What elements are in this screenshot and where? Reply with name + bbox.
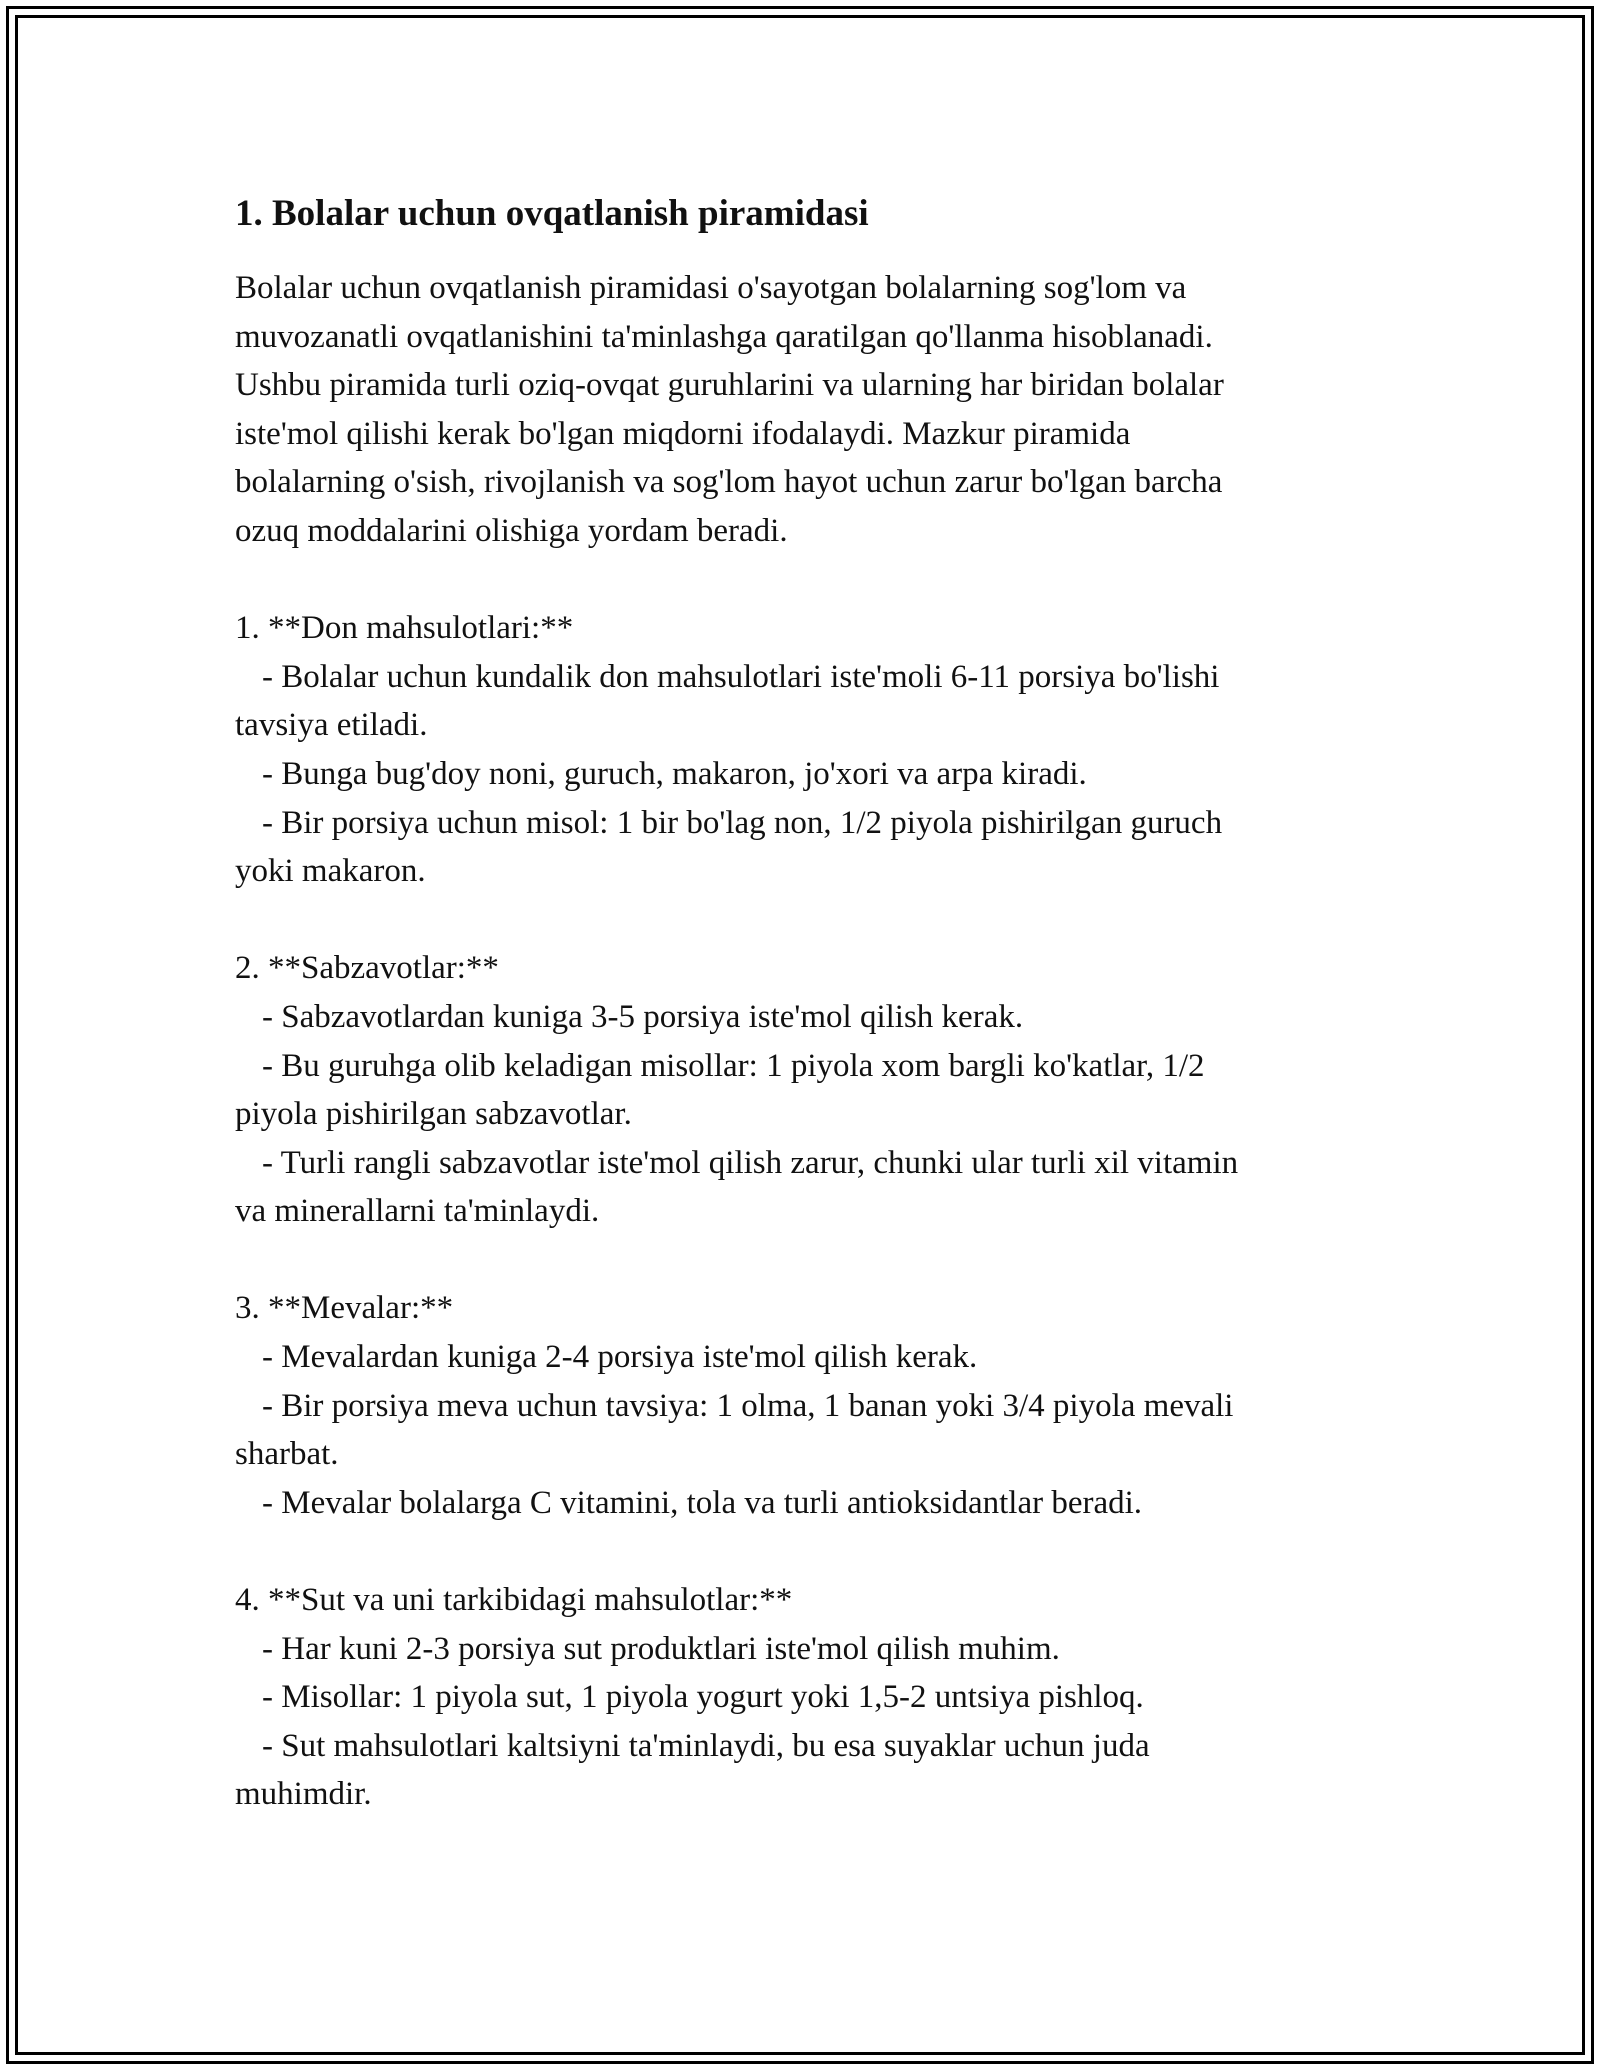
- document-body: [235, 186, 1365, 1819]
- section-line: - Bolalar uchun kundalik don mahsulotlari iste'moli 6-11 porsiya bo'lishi: [262, 658, 1220, 695]
- section-line: - Bunga bug'doy noni, guruch, makaron, jo'xori va arpa kiradi.: [262, 755, 1087, 792]
- intro-line: Bolalar uchun ovqatlanish piramidasi o'sayotgan bolalarning sog'lom va: [235, 270, 1187, 306]
- section-line: - Misollar: 1 piyola sut, 1 piyola yogurt yoki 1,5-2 untsiya pishloq.: [262, 1679, 1144, 1716]
- intro-line: muvozanatli ovqatlanishini ta'minlashga qaratilgan qo'llanma hisoblanadi.: [235, 318, 1213, 355]
- section-line: - Bir porsiya uchun misol: 1 bir bo'lag non, 1/2 piyola pishirilgan guruch: [262, 804, 1223, 841]
- section-line: sharbat.: [235, 1436, 339, 1473]
- section-grains: [235, 604, 1365, 896]
- section-heading: 1. **Don mahsulotlari:**: [235, 610, 574, 647]
- section-line: - Sut mahsulotlari kaltsiyni ta'minlaydi, bu esa suyaklar uchun juda: [262, 1727, 1150, 1764]
- section-heading: 3. **Mevalar:**: [235, 1290, 454, 1327]
- section-line: va minerallarni ta'minlaydi.: [235, 1193, 600, 1230]
- section-line: - Mevalardan kuniga 2-4 porsiya iste'mol qilish kerak.: [262, 1339, 978, 1376]
- section-line: muhimdir.: [235, 1776, 372, 1813]
- section-line: yoki makaron.: [235, 853, 426, 890]
- section-line: - Turli rangli sabzavotlar iste'mol qilish zarur, chunki ular turli xil vitamin: [262, 1144, 1239, 1181]
- section-line: tavsiya etiladi.: [235, 707, 428, 744]
- intro-line: bolalarning o'sish, rivojlanish va sog'lom hayot uchun zarur bo'lgan barcha: [235, 464, 1223, 501]
- section-line: - Bir porsiya meva uchun tavsiya: 1 olma, 1 banan yoki 3/4 piyola mevali: [262, 1387, 1234, 1424]
- section-line: piyola pishirilgan sabzavotlar.: [235, 1096, 632, 1133]
- section-dairy: [235, 1576, 1365, 1819]
- intro-paragraph: [235, 264, 1365, 556]
- section-line: - Sabzavotlardan kuniga 3-5 porsiya iste'mol qilish kerak.: [262, 998, 1024, 1035]
- section-vegetables: [235, 944, 1365, 1236]
- section-line: - Mevalar bolalarga C vitamini, tola va turli antioksidantlar beradi.: [262, 1484, 1143, 1521]
- section-fruits: [235, 1284, 1365, 1527]
- intro-line: iste'mol qilishi kerak bo'lgan miqdorni ifodalaydi. Mazkur piramida: [235, 415, 1131, 452]
- intro-line: Ushbu piramida turli oziq-ovqat guruhlarini va ularning har biridan bolalar: [235, 367, 1224, 404]
- section-heading: 4. **Sut va uni tarkibidagi mahsulotlar:**: [235, 1582, 793, 1619]
- section-line: - Har kuni 2-3 porsiya sut produktlari iste'mol qilish muhim.: [262, 1630, 1060, 1667]
- section-line: - Bu guruhga olib keladigan misollar: 1 piyola xom bargli ko'katlar, 1/2: [262, 1047, 1205, 1084]
- section-heading: 2. **Sabzavotlar:**: [235, 950, 499, 987]
- document-title: 1. Bolalar uchun ovqatlanish piramidasi: [235, 193, 869, 234]
- intro-line: ozuq moddalarini olishiga yordam beradi.: [235, 512, 788, 549]
